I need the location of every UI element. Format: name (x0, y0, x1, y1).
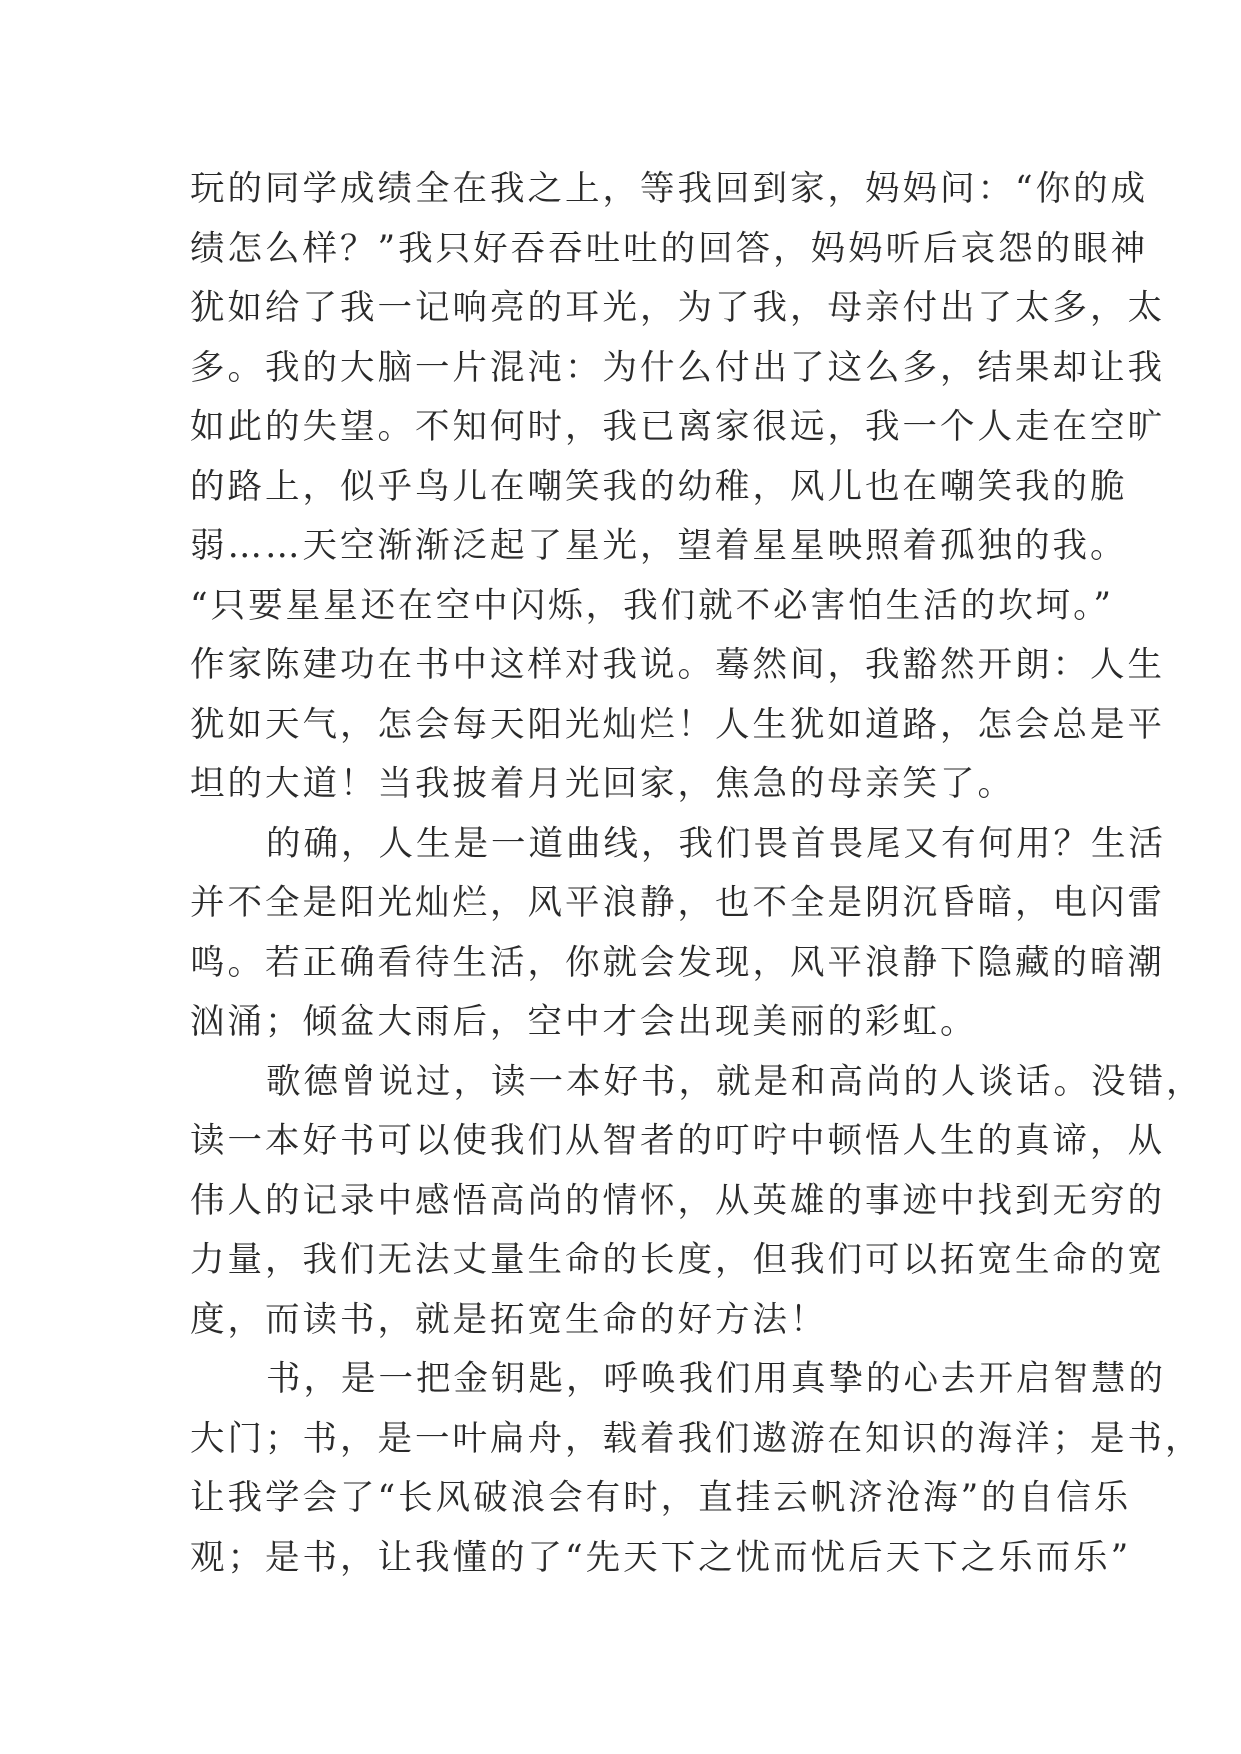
text-line: 犹如天气，怎会每天阳光灿烂！人生犹如道路，怎会总是平 (190, 704, 1165, 745)
text-line: 犹如给了我一记响亮的耳光，为了我，母亲付出了太多，太 (190, 288, 1165, 328)
paragraph-first-line: 的确，人生是一道曲线，我们畏首畏尾又有何用？生活 (266, 823, 1166, 864)
text-line: 读一本好书可以使我们从智者的叮咛中顿悟人生的真谛，从 (190, 1121, 1165, 1161)
text-line: 弱……天空渐渐泛起了星光，望着星星映照着孤独的我。 (190, 526, 1128, 566)
text-line: 力量，我们无法丈量生命的长度，但我们可以拓宽生命的宽 (190, 1240, 1165, 1280)
text-line: 伟人的记录中感悟高尚的情怀，从英雄的事迹中找到无穷的 (190, 1180, 1165, 1221)
text-line: 汹涌；倾盆大雨后，空中才会出现美丽的彩虹。 (190, 1002, 978, 1042)
text-line: 鸣。若正确看待生活，你就会发现，风平浪静下隐藏的暗潮 (190, 942, 1165, 983)
text-line: 的路上，似乎鸟儿在嘲笑我的幼稚，风儿也在嘲笑我的脆 (190, 466, 1128, 507)
text-line: 如此的失望。不知何时，我已离家很远，我一个人走在空旷 (190, 407, 1165, 447)
text-line: 让我学会了“长风破浪会有时，直挂云帆济沧海”的自信乐 (190, 1478, 1132, 1518)
essay-body (190, 160, 1204, 1588)
text-line: 玩的同学成绩全在我之上，等我回到家，妈妈问：“你的成 (190, 169, 1149, 209)
text-line: 度，而读书，就是拓宽生命的好方法！ (190, 1299, 828, 1340)
paragraph-first-line: 书，是一把金钥匙，呼唤我们用真挚的心去开启智慧的 (266, 1359, 1166, 1399)
text-line: 大门；书，是一叶扁舟，载着我们遨游在知识的海洋；是书， (190, 1418, 1203, 1459)
text-line: 并不全是阳光灿烂，风平浪静，也不全是阴沉昏暗，电闪雷 (190, 883, 1165, 923)
text-line: 坦的大道！当我披着月光回家，焦急的母亲笑了。 (190, 764, 1015, 804)
text-line: 多。我的大脑一片混沌：为什么付出了这么多，结果却让我 (190, 347, 1165, 388)
text-line: 绩怎么样？”我只好吞吞吐吐的回答，妈妈听后哀怨的眼神 (190, 228, 1149, 269)
text-line: 观；是书，让我懂的了“先天下之忧而忧后天下之乐而乐” (190, 1537, 1132, 1578)
text-line: “只要星星还在空中闪烁，我们就不必害怕生活的坎坷。” (190, 585, 1115, 626)
paragraph-first-line: 歌德曾说过，读一本好书，就是和高尚的人谈话。没错， (266, 1061, 1204, 1102)
text-line: 作家陈建功在书中这样对我说。蓦然间，我豁然开朗：人生 (190, 645, 1165, 685)
